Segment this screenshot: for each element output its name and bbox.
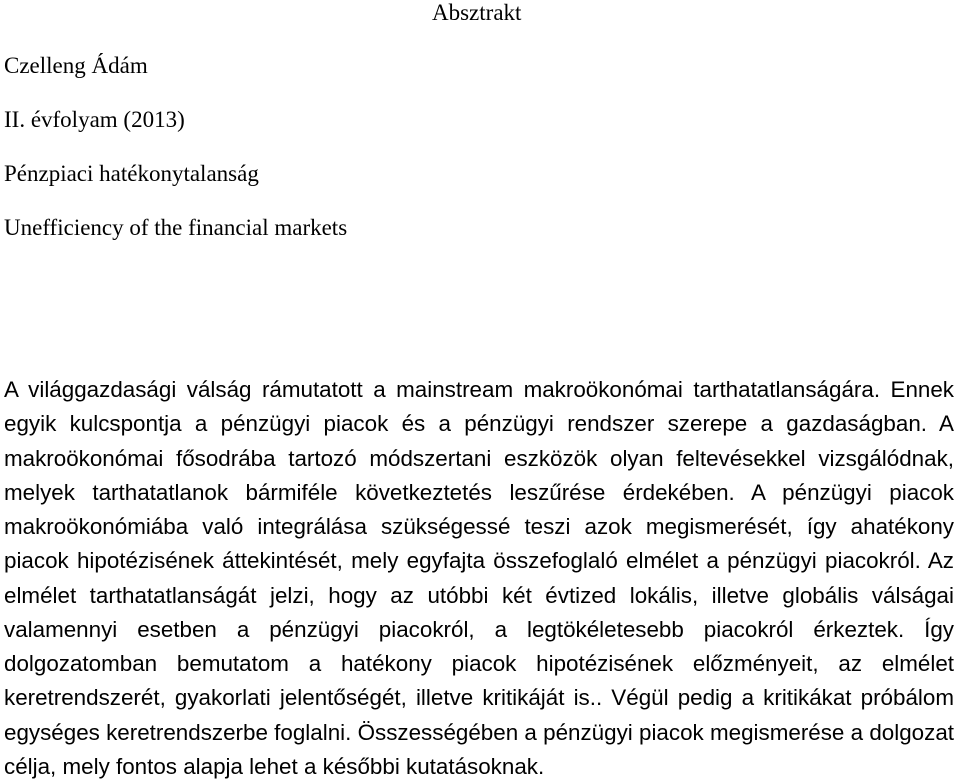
- abstract-heading: Absztrakt: [432, 0, 522, 25]
- author-name: Czelleng Ádám: [4, 53, 148, 78]
- abstract-body: A világgazdasági válság rámutatott a mainstream makroökonómai tarthatatlanságára. Ennek egyik kulcspontja a pénzügyi piacok és a pénzügyi rendszer szerepe a gazdaságban. A makroökonómai fősodrába tartozó módszertani eszközök olyan feltevésekkel vizsgálódnak, melyek tarthatatlanok bármiféle következtetés leszűrése érdekében. A pénzügyi piacok makroökonómiába való integrálása szükségessé teszi azok megismerését, így ahatékony piacok hipotézisének áttekintését, mely egyfajta összefoglaló elmélet a pénzügyi piacokról. Az elmélet tarthatatlanságát jelzi, hogy az utóbbi két évtized lokális, illetve globális válságai valamennyi esetben a pénzügyi piacokról, a legtökéletesebb piacokról érkeztek. Így dolgozatomban bemutatom a hatékony piacok hipotézisének előzményeit, az elmélet keretrendszerét, gyakorlati jelentőségét, illetve kritikáját is.. Végül pedig a kritikákat próbálom egységes keretrendszerbe foglalni. Összességében a pénzügyi piacok megismerése a dolgozat célja, mely fontos alapja lehet a későbbi kutatásoknak.: [4, 377, 954, 779]
- title-english: Unefficiency of the financial markets: [4, 215, 348, 240]
- title-hungarian: Pénzpiaci hatékonytalanság: [4, 161, 259, 186]
- publication-year: II. évfolyam (2013): [4, 107, 185, 132]
